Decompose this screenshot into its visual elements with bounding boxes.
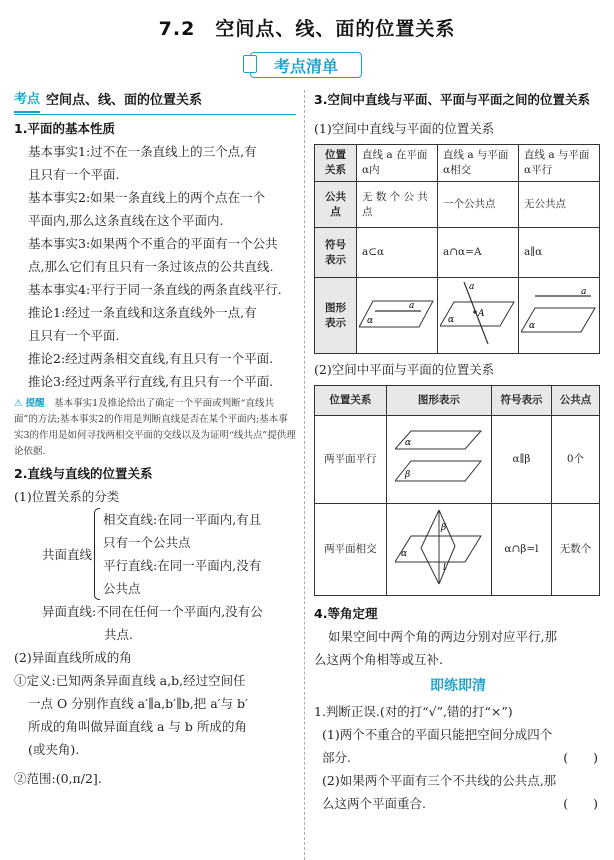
- svg-text:A: A: [478, 309, 485, 319]
- table-cell: 两平面平行: [315, 416, 387, 504]
- table-cell: 两平面相交: [315, 504, 387, 596]
- answer-blank[interactable]: ( ): [563, 750, 598, 765]
- answer-blank[interactable]: ( ): [563, 796, 598, 811]
- svg-text:α: α: [367, 316, 374, 326]
- basic-fact-line: 推论2:经过两条相交直线,有且只有一个平面.: [28, 351, 274, 366]
- subsection-3-1: (1)空间中直线与平面的位置关系: [314, 121, 495, 136]
- equal-angle-line-2: 么这两个角相等或互补.: [314, 652, 443, 667]
- column-header: 图形表示: [386, 386, 491, 416]
- table-cell: α∥β: [491, 416, 551, 504]
- svg-text:α: α: [529, 321, 536, 331]
- definition-line-3: 所成的角叫做异面直线 a 与 b 所成的角: [28, 719, 247, 734]
- intersecting-line-2: 只有一个公共点: [103, 535, 191, 550]
- column-header: 公共点: [551, 386, 599, 416]
- coplanar-classification: [42, 508, 296, 600]
- subsection-3-2: (2)空间中平面与平面的位置关系: [314, 362, 495, 377]
- figure-line-parallel-plane: [519, 278, 600, 354]
- column-header: 符号表示: [491, 386, 551, 416]
- svg-text:α: α: [448, 315, 455, 325]
- notepad-icon: [243, 55, 257, 73]
- section-banner: [250, 52, 362, 78]
- definition-line-4: (或夹角).: [28, 742, 80, 757]
- question-1-1-line-2: [314, 746, 602, 769]
- left-column: [14, 88, 296, 790]
- svg-text:α: α: [400, 549, 407, 559]
- range-label: ②范围:: [14, 771, 56, 786]
- table-cell: 无数个: [551, 504, 599, 596]
- basic-fact-line: 基本事实4:平行于同一条直线的两条直线平行.: [28, 282, 282, 297]
- basic-fact-line: 基本事实3:如果两个不重合的平面有一个公共: [28, 236, 278, 251]
- topic-tag: 考点: [14, 88, 40, 113]
- definition-line-1: ①定义:已知两条异面直线 a,b,经过空间任: [14, 673, 246, 688]
- figure-line-intersect-plane: [438, 278, 519, 354]
- definition-line-2: 一点 O 分别作直线 a′∥a,b′∥b,把 a′与 b′: [28, 696, 248, 711]
- practice-title: 即练即清: [430, 678, 486, 694]
- line-in-plane-diagram: [359, 293, 435, 333]
- banner-label: 考点清单: [273, 56, 338, 76]
- basic-fact-line: 推论1:经过一条直线和这条直线外一点,有: [28, 305, 257, 320]
- intersecting-planes-diagram: [395, 506, 483, 588]
- svg-text:α: α: [404, 438, 411, 448]
- table-row: [315, 504, 600, 596]
- range-value: (0,π/2].: [55, 771, 102, 786]
- section-3-title: 3.空间中直线与平面、平面与平面之间的位置关系: [314, 92, 590, 107]
- basic-fact-line: 且只有一个平面.: [28, 328, 120, 343]
- table-cell: 直线 a 与平面α平行: [519, 145, 600, 182]
- table-header-row: [315, 386, 600, 416]
- plane-plane-table: [314, 385, 600, 596]
- table-cell: 直线 a 与平面α相交: [438, 145, 519, 182]
- svg-text:a: a: [409, 301, 415, 311]
- row-header: 公共点: [315, 182, 357, 228]
- table-row: [315, 182, 600, 228]
- table-row: [315, 145, 600, 182]
- table-cell: α∩β=l: [491, 504, 551, 596]
- table-cell: 直线 a 在平面α内: [357, 145, 438, 182]
- coplanar-label: 共面直线: [42, 546, 93, 562]
- basic-fact-line: 推论3:经过两条平行直线,有且只有一个平面.: [28, 374, 274, 389]
- parallel-line-2: 公共点: [103, 581, 141, 596]
- subsection-2-2: (2)异面直线所成的角: [14, 650, 132, 665]
- question-text: 么这两个平面重合.: [322, 796, 426, 811]
- subsection-2-1: (1)位置关系的分类: [14, 489, 120, 504]
- tip-text: 基本事实1及推论给出了确定一个平面或判断“直线共面”的方法;基本事实2的作用是判断直线是否在某个平面内;基本事实3的作用是如何寻找两相交平面的交线以及为证明“线共点”提供理论依据.: [14, 398, 296, 457]
- svg-text:a: a: [469, 282, 475, 292]
- column-header: 位置关系: [315, 386, 387, 416]
- tip-box: [14, 396, 296, 460]
- basic-facts-list: [14, 140, 296, 393]
- svg-text:a: a: [581, 288, 587, 297]
- question-text: 部分.: [322, 750, 351, 765]
- basic-fact-line: 基本事实1:过不在一条直线上的三个点,有: [28, 144, 257, 159]
- basic-fact-line: 平面内,那么这条直线在这个平面内.: [28, 213, 224, 228]
- line-plane-table: [314, 144, 600, 354]
- question-1-1-line-1: (1)两个不重合的平面只能把空间分成四个: [322, 727, 553, 742]
- page-title: 7.2 空间点、线、面的位置关系: [158, 18, 456, 40]
- basic-fact-line: 基本事实2:如果一条直线上的两个点在一个: [28, 190, 266, 205]
- row-header: 图形表示: [315, 278, 357, 354]
- figure-line-in-plane: [357, 278, 438, 354]
- basic-fact-line: 点,那么它们有且只有一条过该点的公共直线.: [28, 259, 274, 274]
- table-row: [315, 416, 600, 504]
- brace-icon: [94, 508, 100, 600]
- basic-fact-line: 且只有一个平面.: [28, 167, 120, 182]
- parallel-planes-diagram: [395, 427, 483, 487]
- section-1-title: 1.平面的基本性质: [14, 121, 115, 136]
- skew-line-1: 异面直线:不同在任何一个平面内,没有公: [42, 604, 263, 619]
- figure-intersecting-planes: [386, 504, 491, 596]
- skew-line-2: 共点.: [104, 627, 133, 642]
- table-cell: 0个: [551, 416, 599, 504]
- table-cell: 无 数 个 公 共点: [357, 182, 438, 228]
- table-cell: a⊂α: [357, 228, 438, 278]
- svg-text:β: β: [404, 470, 411, 480]
- row-header: 位置关系: [315, 145, 357, 182]
- svg-text:l: l: [442, 563, 446, 573]
- row-header: 符号表示: [315, 228, 357, 278]
- table-cell: a∥α: [519, 228, 600, 278]
- question-1-2-line-1: (2)如果两个平面有三个不共线的公共点,那: [322, 773, 557, 788]
- question-1-2-line-2: [314, 792, 602, 815]
- parallel-line-1: 平行直线:在同一平面内,没有: [103, 558, 262, 573]
- line-intersect-plane-diagram: [440, 280, 516, 346]
- table-row: [315, 278, 600, 354]
- table-row: [315, 228, 600, 278]
- topic-heading: [14, 88, 296, 115]
- topic-title: 空间点、线、面的位置关系: [46, 93, 203, 108]
- equal-angle-line-1: 如果空间中两个角的两边分别对应平行,那: [328, 629, 557, 644]
- right-column: [314, 88, 602, 815]
- section-2-title: 2.直线与直线的位置关系: [14, 466, 153, 481]
- table-cell: 无公共点: [519, 182, 600, 228]
- question-1: 1.判断正误.(对的打“√”,错的打“×”): [314, 704, 513, 719]
- intersecting-line-1: 相交直线:在同一平面内,有且: [103, 512, 262, 527]
- table-cell: a∩α=A: [438, 228, 519, 278]
- svg-text:β: β: [440, 523, 447, 533]
- column-divider: [304, 90, 305, 860]
- figure-parallel-planes: [386, 416, 491, 504]
- angle-range: [14, 767, 296, 790]
- line-parallel-plane-diagram: [521, 288, 597, 338]
- tip-label: 提醒: [25, 398, 45, 409]
- section-4-title: 4.等角定理: [314, 606, 378, 621]
- warning-icon: ⚠: [14, 398, 23, 409]
- table-cell: 一个公共点: [438, 182, 519, 228]
